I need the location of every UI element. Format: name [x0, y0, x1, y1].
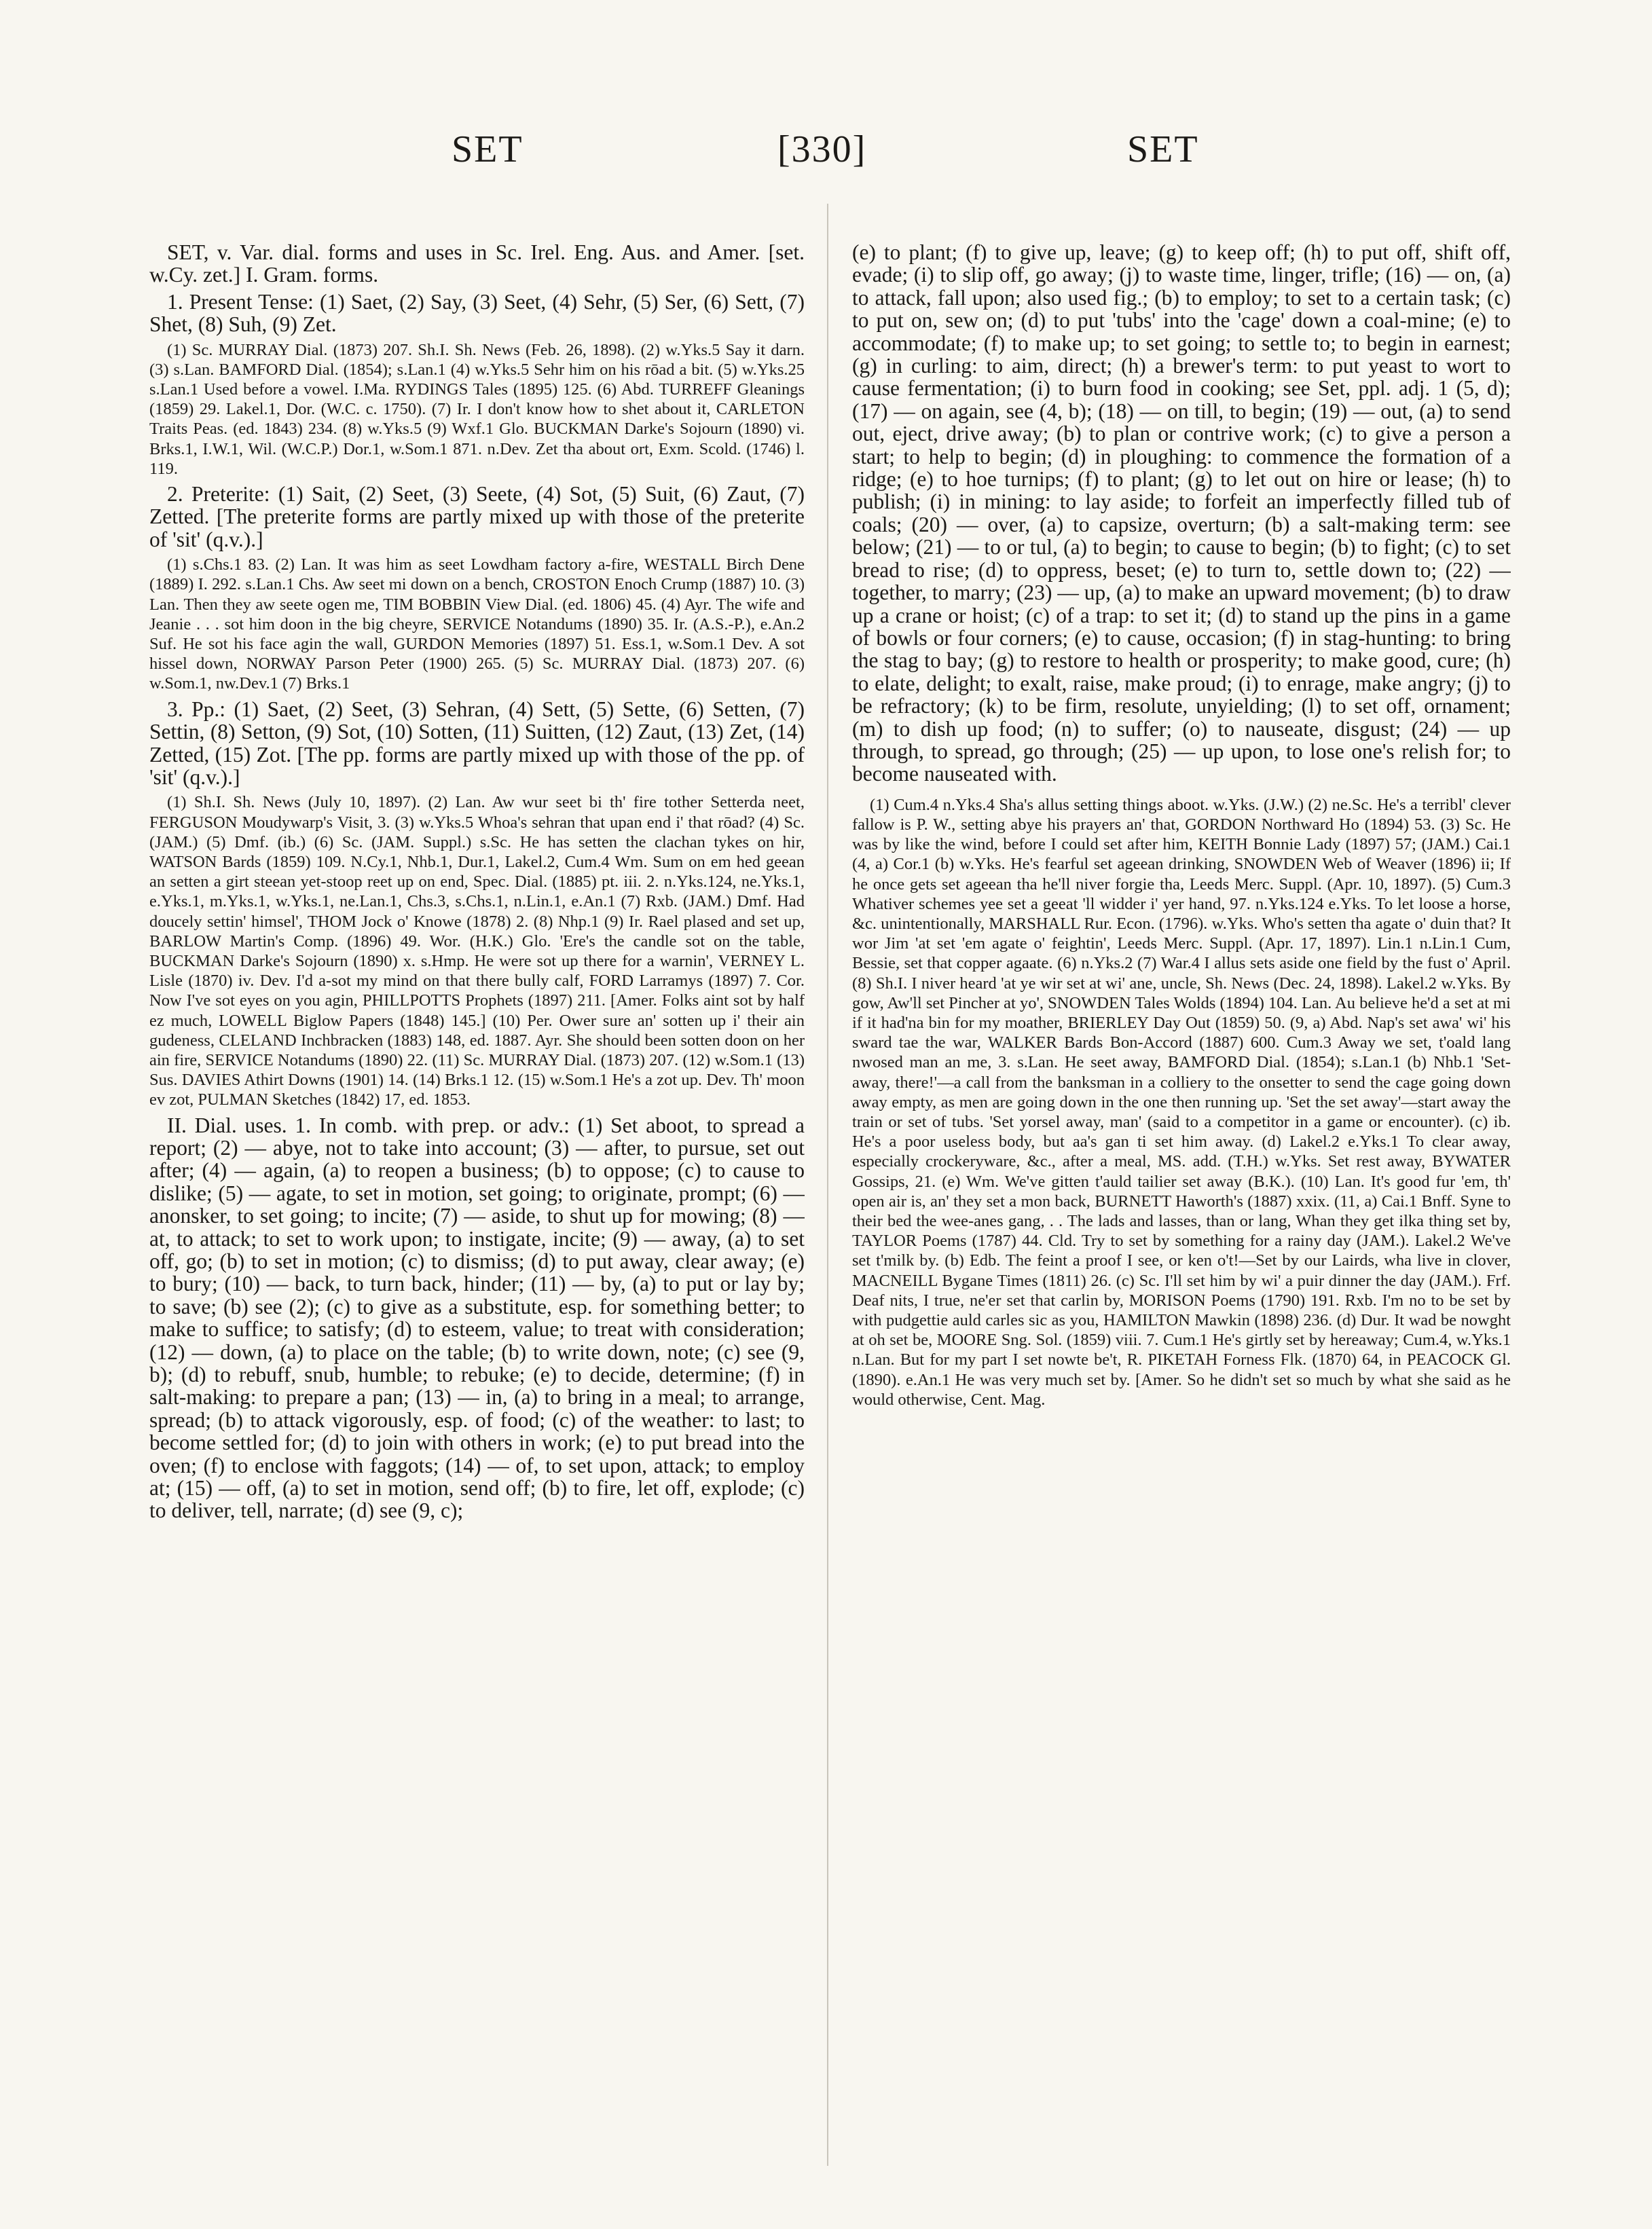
left-column [149, 241, 805, 2188]
citations-present-tense: (1) Sc. MURRAY Dial. (1873) 207. Sh.I. Sh. News (Feb. 26, 1898). (2) w.Yks.5 Say it darn. (3) s.Lan. BAMFORD Dial. (1854); s.Lan.1 (4) w.Yks.5 Sehr him on his rōad a bit. (5) w.Yks.25 s.Lan.1 Used before a vowel. I.Ma. RYDINGS Tales (1895) 125. (6) Abd. TURREFF Gleanings (1859) 29. Lakel.1, Dor. (W.C. c. 1750). (7) Ir. I don't know how to shet about it, CARLETON Traits Peas. (ed. 1843) 234. (8) w.Yks.5 (9) Wxf.1 Glo. BUCKMAN Darke's Sojourn (1890) vi. Brks.1, I.W.1, Wil. (W.C.P.) Dor.1, w.Som.1 871. n.Dev. Zet tha about ort, Exm. Scold. (1746) l. 119. [149, 340, 805, 478]
citations-combinations: (1) Cum.4 n.Yks.4 Sha's allus setting things aboot. w.Yks. (J.W.) (2) ne.Sc. He's a terribl' clever fallow is P. W., setting abye his prayers an' that, GORDON Northward Ho (1894) 53. (3) Sc. He was by like the wind, before I could set after him, KEITH Bonnie Lady (1897) 57; (JAM.) Cai.1 (4, a) Cor.1 (b) w.Yks. He's fearful set ageean drinking, SNOWDEN Web of Weaver (1896) ii; If he once gets set ageean tha he'll niver forgie tha, Leeds Merc. Suppl. (Apr. 10, 1897). (5) Cum.3 Whativer schemes yee set a geeat 'll widder i' yer hand, 97. n.Yks.124 e.Yks. To let loose a horse, &c. unintentionally, MARSHALL Rur. Econ. (1796). w.Yks. Who's setten tha agate o' duin that? It wor Jim 'at set 'em agate o' feightin', Leeds Merc. Suppl. (Apr. 17, 1897). Lin.1 n.Lin.1 Cum, Bessie, set that copper agaate. (6) n.Yks.2 (7) War.4 I allus sets aside one field by the fust o' April. (8) Sh.I. I niver heard 'at ye wir set at wi' ane, uncle, Sh. News (Dec. 24, 1898). Lakel.2 w.Yks. By gow, Aw'll set Pincher at yo', SNOWDEN Tales Wolds (1894) 104. Lan. Au believe he'd a set at mi if it had'na bin for my moather, BRIERLEY Day Out (1859) 50. (9, a) Abd. Nap's set awa' wi' his sward tae the war, WALKER Bards Bon-Accord (1887) 600. Cum.3 Away we set, t'oald lang nwosed man an me, 3. s.Lan. He seet away, BAMFORD Dial. (1854); s.Lan.1 (b) Nhb.1 'Set-away, there!'—a call from the banksman in a colliery to the onsetter to send the cage going down away empty, as men are going down in the one then running up. 'Set the set away'—start away the train or set of tubs. 'Set yorsel away, man' (said to a competitor in a game or encounter). (c) ib. He's a poor useless body, but aa's gan ti set him away. (d) Lakel.2 e.Yks.1 To clear away, especially crockeryware, &c., after a meal, MS. add. (T.H.) w.Yks. Set rest away, BYWATER Gossips, 21. (e) Wm. We've gitten t'auld tailier set away (B.K.). (10) Lan. It's good fur 'em, th' open air is, an' they set a mon back, BURNETT Haworth's (1887) xxix. (11, a) Cai.1 Bnff. Syne to their bed the wee-anes gang, . . The lads and lasses, than or lang, Whan they get ilka thing set by, TAYLOR Poems (1787) 44. Cld. Try to set by something for a rainy day (JAM.). Lakel.2 We've set t'milk by. (b) Edb. The feint a proof I see, or ken o't!—Set by our Lairds, wha live in clover, MACNEILL Bygane Times (1811) 26. (c) Sc. I'll set him by wi' a puir dinner the day (JAM.). Frf. Deaf nits, I true, ne'er set that carlin by, MORISON Poems (1790) 191. Rxb. I'm no to be set by with pudgettie auld carles sic as you, HAMILTON Mawkin (1898) 236. (d) Dur. It wad be nowght at oh set be, MOORE Sng. Sol. (1859) viii. 7. Cum.1 He's girtly set by hereaway; Cum.4, w.Yks.1 n.Lan. But for my part I set nowte be't, R. PIKETAH Forness Flk. (1870) 64, in PEACOCK Gl. (1890). e.An.1 He was very much set by. [Amer. So he didn't set so much by what she said as he would otherwise, Cent. Mag. [852, 795, 1511, 1409]
citations-past-participle: (1) Sh.I. Sh. News (July 10, 1897). (2) Lan. Aw wur seet bi th' fire tother Setterda neet, FERGUSON Moudywarp's Visit, 3. (3) w.Yks.5 Whoa's sehran that upan end i' that rōad? (4) Sc. (JAM.) (5) Dmf. (ib.) (6) Sc. (JAM. Suppl.) s.Sc. He has setten the clachan tykes on hir, WATSON Bards (1859) 109. N.Cy.1, Nhb.1, Dur.1, Lakel.2, Cum.4 Wm. Sum on em hed geean an setten a girt steean yet-stoop reet up on end, Spec. Dial. (1885) pt. iii. 2. n.Yks.124, ne.Yks.1, e.Yks.1, m.Yks.1, w.Yks.1, ne.Lan.1, Chs.3, s.Chs.1, n.Lin.1, e.An.1 (7) Rxb. (JAM.) Dmf. Had doucely settin' himsel', THOM Jock o' Knowe (1878) 2. (8) Nhp.1 (9) Ir. Rael plased and set up, BARLOW Martin's Comp. (1896) 49. Wor. (H.K.) Glo. 'Ere's the candle sot on the table, BUCKMAN Darke's Sojourn (1890) x. s.Hmp. He were sot up there for a warnin', VERNEY L. Lisle (1870) iv. Dev. I'd a-sot my mind on that there bully calf, FORD Larramys (1897) 7. Cor. Now I've sot eyes on you agin, PHILLPOTTS Prophets (1897) 211. [Amer. Folks aint sot by half ez much, LOWELL Biglow Papers (1848) 145.] (10) Per. Ower sure an' sotten up i' their ain gudeness, CLELAND Inchbracken (1883) 148, ed. 1887. Ayr. She should been sotten doon on her ain fire, SERVICE Notandums (1890) 22. (11) Sc. MURRAY Dial. (1873) 207. (12) w.Som.1 (13) Sus. DAVIES Athirt Downs (1901) 14. (14) Brks.1 12. (15) w.Som.1 He's a zot up. Dev. Th' moon ev zot, PULMAN Sketches (1842) 17, ed. 1853. [149, 793, 805, 1109]
right-column [852, 241, 1511, 2188]
entry-headword-paragraph: SET, v. Var. dial. forms and uses in Sc. Irel. Eng. Aus. and Amer. [set. w.Cy. zet.] I. Gram. forms. [149, 241, 805, 287]
column-divider [827, 204, 828, 2166]
senses-continued: (e) to plant; (f) to give up, leave; (g) to keep off; (h) to put off, shift off, evade; (i) to slip off, go away; (j) to waste time, linger, trifle; (16) — on, (a) to attack, fall upon; also used fig.; (b) to employ; to set to a certain task; (c) to put on, sew on; (d) to put 'tubs' into the 'cage' down a coal-mine; (e) to accommodate; (f) to make up; to set going; to settle to; to begin in earnest; (g) in curling: to aim, direct; (h) a brewer's term: to put yeast to wort to cause fermentation; (i) to burn food in cooking; see Set, ppl. adj. 1 (5, d); (17) — on again, see (4, b); (18) — on till, to begin; (19) — out, (a) to send out, eject, drive away; (b) to plan or contrive work; (c) to give a person a start; to help to begin; (d) in ploughing: to commence the formation of a ridge; (e) to hoe turnips; (f) to plant; (g) to let out on hire or lease; (h) to publish; (i) in mining: to lay aside; to forfeit an imperfectly filled tub of coals; (20) — over, (a) to capsize, overturn; (b) a salt-making term: see below; (21) — to or tul, (a) to begin; to cause to begin; (b) to fight; (c) to set bread to rise; (d) to oppress, beset; (e) to turn to, settle down to; (22) — together, to marry; (23) — up, (a) to make an upward movement; (b) to draw up a crane or hoist; (c) of a trap: to set it; (d) to stand up the pins in a game of bowls or four corners; (e) to cause, occasion; (f) in stag-hunting: to bring the stag to bay; (g) to restore to health or prosperity; to make good, cure; (h) to elate, delight; to exalt, raise, make proud; (i) to enrage, make angry; (j) to be refractory; (k) to be firm, resolute, unyielding; (l) to set off, ornament; (m) to dish up food; (n) to suffer; (o) to nauseate, disgust; (24) — up through, to spread, go through; (25) — up upon, to lose one's relish for; to become nauseated with. [852, 241, 1511, 786]
running-head [0, 128, 1652, 175]
running-head-left-word: SET [452, 128, 524, 170]
citations-preterite: (1) s.Chs.1 83. (2) Lan. It was him as seet Lowdham factory a-fire, WESTALL Birch Dene (1889) I. 292. s.Lan.1 Chs. Aw seet mi down on a bench, CROSTON Enoch Crump (1887) 10. (3) Lan. Then they aw seete ogen me, TIM BOBBIN View Dial. (ed. 1806) 45. (4) Ayr. The wife and Jeanie . . . sot him doon in the big cheyre, SERVICE Notandums (1890) 35. Ir. (A.S.-P.), e.An.2 Suf. He sot his face agin the wall, GURDON Memories (1897) 51. Ess.1, w.Som.1 Dev. A sot hissel down, NORWAY Parson Peter (1900) 265. (5) Sc. MURRAY Dial. (1873) 207. (6) w.Som.1, nw.Dev.1 (7) Brks.1 [149, 555, 805, 693]
section-present-tense: 1. Present Tense: (1) Saet, (2) Say, (3) Seet, (4) Sehr, (5) Ser, (6) Sett, (7) Shet, (8) Suh, (9) Zet. [149, 289, 805, 337]
running-head-right-word: SET [1127, 128, 1199, 170]
page-number: [330] [777, 128, 867, 170]
section-past-participle: 3. Pp.: (1) Saet, (2) Seet, (3) Sehran, (4) Sett, (5) Sette, (6) Setten, (7) Settin, (8) Setton, (9) Sot, (10) Sotten, (11) Suitten, (12) Zaut, (13) Zet, (14) Zetted, (15) Zot. [The pp. forms are partly mixed up with those of the pp. of 'sit' (q.v.).] [149, 697, 805, 789]
section-dialect-uses: II. Dial. uses. 1. In comb. with prep. or adv.: (1) Set aboot, to spread a report; (2) — abye, not to take into account; (3) — after, to pursue, set out after; (4) — again, (a) to reopen a business; (b) to oppose; (c) to cause to dislike; (5) — agate, to set in motion, set going; to originate, prompt; (6) — anonsker, to set going; to incite; (7) — aside, to shut up for mowing; (8) — at, to attack; to set to work upon; to instigate, incite; (9) — away, (a) to set off, go; (b) to set in motion; (c) to dismiss; (d) to put away, clear away; (e) to bury; (10) — back, to turn back, hinder; (11) — by, (a) to put or lay by; to save; (b) see (2); (c) to give as a substitute, esp. for something better; to make to suffice; to satisfy; (d) to esteem, value; to treat with consideration; (12) — down, (a) to place on the table; (b) to write down, note; (c) see (9, b); (d) to rebuff, snub, humble; to rebuke; (e) to decide, determine; (f) in salt-making: to prepare a pan; (13) — in, (a) to bring in a meal; to arrange, spread; (b) to attack vigorously, esp. of food; (c) of the weather: to last; to become settled for; (d) to join with others in work; (e) to put bread into the oven; (f) to enclose with faggots; (14) — of, to set upon, attack; to employ at; (15) — off, (a) to set in motion, send off; (b) to fire, let off, explode; (c) to deliver, tell, narrate; (d) see (9, c); [149, 1113, 805, 1523]
section-preterite: 2. Preterite: (1) Sait, (2) Seet, (3) Seete, (4) Sot, (5) Suit, (6) Zaut, (7) Zetted. [The preterite forms are partly mixed up with those of the preterite of 'sit' (q.v.).] [149, 482, 805, 551]
